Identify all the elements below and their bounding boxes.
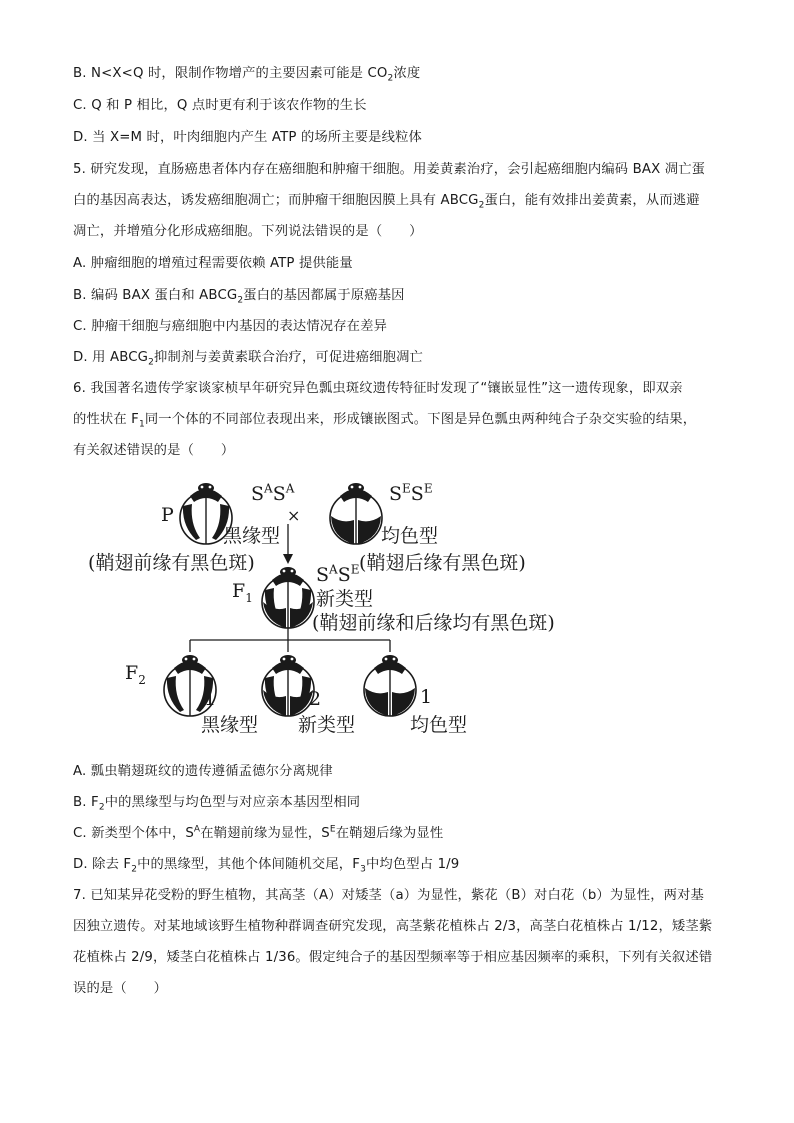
q5-stem-line1: 5. 研究发现，直肠癌患者体内存在癌细胞和肿瘤干细胞。用姜黄素治疗，会引起癌细胞内编码 BAX 凋亡蛋 — [73, 162, 706, 177]
q5-stem-line2: 白的基因高表达，诱发癌细胞凋亡；而肿瘤干细胞因膜上具有 $ABCG_2$蛋白，能有效排出姜黄素，从而逃避 — [73, 193, 700, 211]
f2-new-type-beetle-icon — [260, 652, 316, 718]
parent1-description: (鞘翅前缘有黑色斑) — [88, 552, 255, 574]
parent2-genotype: $S^ES^E$ — [389, 481, 433, 505]
cross-symbol: × — [287, 506, 301, 525]
f1-generation-label: $F_1$ — [232, 580, 253, 605]
f2-generation-label: $F_2$ — [125, 662, 146, 687]
parent1-type: 黑缘型 — [223, 525, 281, 547]
f1-genotype: $S^AS^E$ — [316, 562, 360, 586]
f2-type-uniform: 均色型 — [410, 714, 468, 736]
f2-type-black-edge: 黑缘型 — [201, 714, 259, 736]
q4-option-b: B. N<X<Q 时，限制作物增产的主要因素可能是 $CO_2$浓度 — [73, 66, 421, 84]
q7-stem-line1: 7. 已知某异花受粉的野生植物，其高茎（A）对矮茎（a）为显性，紫花（B）对白花（b）为显性，两对基 — [73, 888, 704, 903]
new-type-beetle-icon — [260, 564, 316, 630]
q5-option-a: A. 肿瘤细胞的增殖过程需要依赖 ATP 提供能量 — [73, 256, 353, 271]
parent2-type: 均色型 — [381, 525, 439, 547]
q6-option-b: B. $F_2$中的黑缘型与均色型与对应亲本基因型相同 — [73, 795, 361, 813]
parent1-genotype: $S^AS^A$ — [251, 481, 295, 505]
q6-stem-line3: 有关叙述错误的是（ ） — [73, 443, 235, 458]
uniform-color-beetle-icon — [328, 480, 384, 546]
ladybug-cross-figure — [85, 472, 605, 747]
q7-stem-line3: 花植株占 2/9，矮茎白花植株占 1/36。假定纯合子的基因型频率等于相应基因频率的乘积，下列有关叙述错 — [73, 950, 713, 965]
f2-ratio-new-type: 2 — [309, 688, 322, 710]
f2-ratio-uniform: 1 — [420, 686, 433, 708]
q7-stem-line2: 因独立遗传。对某地域该野生植物种群调查研究发现，高茎紫花植株占 2/3，高茎白花植株占 1/12，矮茎紫 — [73, 919, 713, 934]
q6-option-c: C. 新类型个体中，$S^A$在鞘翅前缘为显性，$S^E$在鞘翅后缘为显性 — [73, 824, 444, 841]
q7-stem-line4: 误的是（ ） — [73, 981, 168, 996]
f1-type: 新类型 — [316, 588, 374, 610]
q5-option-c: C. 肿瘤干细胞与癌细胞中内基因的表达情况存在差异 — [73, 319, 388, 334]
q5-stem-line3: 凋亡，并增殖分化形成癌细胞。下列说法错误的是（ ） — [73, 224, 423, 239]
q6-stem-line1: 6. 我国著名遗传学家谈家桢早年研究异色瓢虫斑纹遗传特征时发现了“镶嵌显性”这一遗传现象，即双亲 — [73, 381, 683, 396]
q6-option-d: D. 除去 $F_2$中的黑缘型，其他个体间随机交尾，$F_3$中均色型占 1/9 — [73, 857, 460, 875]
q4-option-d: D. 当 X=M 时，叶肉细胞内产生 ATP 的场所主要是线粒体 — [73, 130, 422, 145]
f2-uniform-beetle-icon — [362, 652, 418, 718]
parent2-description: (鞘翅后缘有黑色斑) — [359, 552, 526, 574]
q6-option-a: A. 瓢虫鞘翅斑纹的遗传遵循孟德尔分离规律 — [73, 764, 333, 779]
q6-stem-line2: 的性状在 $F_1$同一个体的不同部位表现出来，形成镶嵌图式。下图是异色瓢虫两种纯合子杂交实验的结果， — [73, 412, 697, 430]
f2-ratio-black-edge: 1 — [204, 688, 217, 710]
p-generation-label: P — [161, 504, 174, 526]
q5-option-d: D. 用 $ABCG_2$抑制剂与姜黄素联合治疗，可促进癌细胞凋亡 — [73, 350, 423, 368]
f1-description: (鞘翅前缘和后缘均有黑色斑) — [312, 612, 555, 634]
f2-type-new: 新类型 — [298, 714, 356, 736]
q5-option-b: B. 编码 BAX 蛋白和 $ABCG_2$蛋白的基因都属于原癌基因 — [73, 288, 405, 306]
q4-option-c: C. Q 和 P 相比，Q 点时更有利于该农作物的生长 — [73, 98, 367, 113]
